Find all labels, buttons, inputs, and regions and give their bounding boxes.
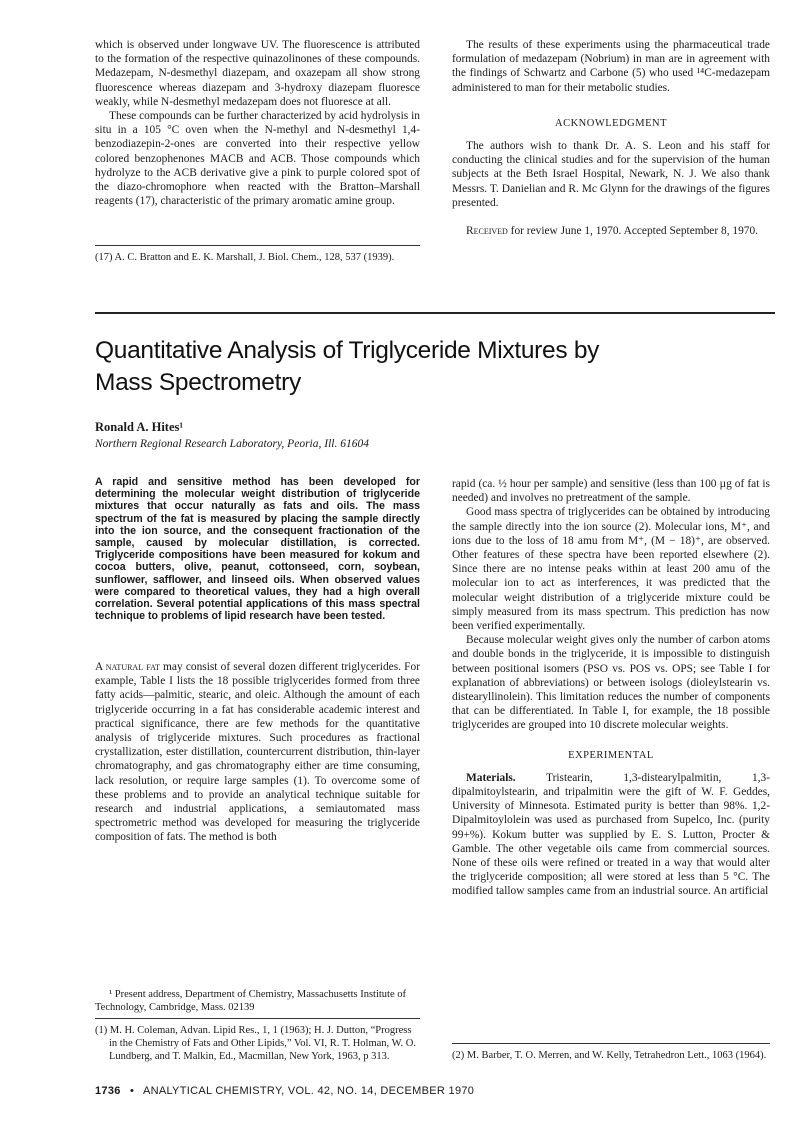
reference-2: (2) M. Barber, T. O. Merren, and W. Kelly, Tetrahedron Lett., 1063 (1964). xyxy=(452,1050,767,1061)
body-left-column xyxy=(95,660,420,845)
acknowledgment-text: The authors wish to thank Dr. A. S. Leon and his staff for conducting the clinical studies and for the supervision of the human subjects at the Beth Israel Hospital, Newark, N. J. We also thank Messrs. T. Danielian and R. Mc Glynn for the drawings of the figures presented. xyxy=(452,140,770,209)
previous-article-right-column xyxy=(452,38,770,238)
lead-in: A natural fat xyxy=(95,661,160,673)
paragraph: Because molecular weight gives only the number of carbon atoms and double bonds in the triglyceride, it is impossible to distinguish between positional isomers (PSO vs. POS vs. OPS; see Table I for explanation of abbreviations) or between isologs (dioleylstearin vs. distearyllinolein). This limitation reduces the number of components that can be differentiated. In Table I, for example, the 18 possible triglycerides are grouped into 10 discrete molecular weights. xyxy=(452,634,770,732)
page-number: 1736 xyxy=(95,1085,121,1097)
paragraph: Good mass spectra of triglycerides can be obtained by introducing the sample directly into the ion source (2). Molecular ions, M⁺, and ions due to the loss of 18 amu from M⁺, (M − 18)⁺, are observed. Other features of these spectra have been reported elsewhere (2). Since there are no intense peaks within at least 200 amu of the molecular ion to act as interferences, it was predicted that the molecular weight distribution of a triglyceride mixture could be simply measured from its mass spectrum. This prediction has now been verified experimentally. xyxy=(452,506,770,633)
reference-17: (17) A. C. Bratton and E. K. Marshall, J. Biol. Chem., 128, 537 (1939). xyxy=(95,252,395,263)
paragraph: The results of these experiments using the pharmaceutical trade formulation of medazepam (Nobrium) in man are in agreement with the findings of Schwartz and Carbone (5) who used ¹⁴C-medazepam administered to man for their metabolic studies. xyxy=(452,39,770,94)
received-note: Received for review June 1, 1970. Accepted September 8, 1970. xyxy=(466,225,759,238)
footnote-rule xyxy=(95,1018,420,1019)
page-footer xyxy=(95,1085,474,1097)
body-right-column xyxy=(452,477,770,899)
author-name: Ronald A. Hites¹ xyxy=(95,420,184,434)
intro-paragraph: A natural fat may consist of several dozen different triglycerides. For example, Table I lists the 18 possible triglycerides formed from three fatty acids—palmitic, stearic, and oleic. Although the amount of each triglyceride occurring in a fat has considerable academic interest and practical significance, there are few methods for the quantitative analysis of triglyceride mixtures. Such procedures as fractional crystallization, ester distillation, countercurrent distribution, thin-layer chromatography, and gas chromatography either are time consuming, lack resolution, or require large samples (1). To overcome some of these problems and to provide an analytical technique suitable for research and industrial applications, a semiautomated mass spectrometric method was developed for measuring the triglyceride composition of fats. The method is both xyxy=(95,661,420,844)
acknowledgment-heading: ACKNOWLEDGMENT xyxy=(555,117,667,129)
footnote-rule xyxy=(452,1043,770,1044)
materials-paragraph: Materials. Tristearin, 1,3-distearylpalmitin, 1,3-dipalmitoylstearin, and tripalmitin were the gift of W. F. Geddes, University of Minnesota. Estimated purity is better than 98%. 1,2-Dipalmitoylolein was used as purchased from Supelco, Inc. (purity 99+%). Kokum butter was supplied by E. S. Lutton, Procter & Gamble. The other vegetable oils came from commercial sources. None of these oils were refined or treated in a way that would alter the triglyceride composition; all were stored at less than 5 °C. The modified tallow samples came from an industrial source. An artificial xyxy=(452,771,770,898)
received-label: Received xyxy=(466,225,508,238)
materials-label: Materials. xyxy=(466,771,516,784)
reference-1: (1) M. H. Coleman, Advan. Lipid Res., 1, 1 (1963); H. J. Dutton, “Progress in the Chemistry of Fats and Other Lipids,” Vol. VI, R. T. Holman, W. O. Lundberg, and T. Malkin, Ed., Macmillan, New York, 1963, p 313. xyxy=(95,1025,417,1062)
previous-article-left-column xyxy=(95,38,420,208)
footer-bullet: • xyxy=(130,1085,135,1097)
article-title: Quantitative Analysis of Triglyceride Mixtures by Mass Spectrometry xyxy=(95,337,600,396)
author-affiliation: Northern Regional Research Laboratory, Peoria, Ill. 61604 xyxy=(95,438,369,450)
paragraph: rapid (ca. ½ hour per sample) and sensitive (less than 100 µg of fat is needed) and involves no pretreatment of the sample. xyxy=(452,478,770,505)
experimental-heading: EXPERIMENTAL xyxy=(568,749,654,761)
paragraph: which is observed under longwave UV. The fluorescence is attributed to the formation of the respective quinazolinones of these compounds. Medazepam, N-desmethyl diazepam, and oxazepam all show strong fluorescence whereas diazepam and 3-hydroxy diazepam fluoresce weakly, while N-desmethyl medazepam does not fluoresce at all. xyxy=(95,39,420,108)
article-separator xyxy=(95,312,775,314)
paragraph: These compounds can be further characterized by acid hydrolysis in situ in a 105 °C oven when the N-methyl and N-desmethyl 1,4-benzodiazepin-2-ones are converted into their respective yellow colored benzophenones MACB and ACB. Those compounds which hydrolyze to the ACB derivative give a pink to purple colored spot of the diazo-chromophore when reacted with the Bratton–Marshall reagents (17), characteristic of the primary aromatic amine group. xyxy=(95,110,420,208)
footnote-1: ¹ Present address, Department of Chemistry, Massachusetts Institute of Technology, Cambridge, Mass. 02139 xyxy=(95,989,406,1013)
journal-citation: ANALYTICAL CHEMISTRY, VOL. 42, NO. 14, DECEMBER 1970 xyxy=(142,1085,475,1097)
footnote-rule xyxy=(95,245,420,246)
abstract: A rapid and sensitive method has been developed for determining the molecular weight distribution of triglyceride mixtures that occur naturally as fats and oils. The mass spectrum of the fat is measured by placing the sample directly into the ion source, and the consequent fractionation of the sample, caused by molecular distillation, is corrected. Triglyceride compositions have been measured for kokum and cocoa butters, olive, peanut, cottonseed, corn, soybean, sunflower, safflower, and linseed oils. When observed values were compared to theoretical values, they had a high overall correlation. Several potential applications of this mass spectral technique to problems of lipid research have been tested. xyxy=(95,476,420,623)
